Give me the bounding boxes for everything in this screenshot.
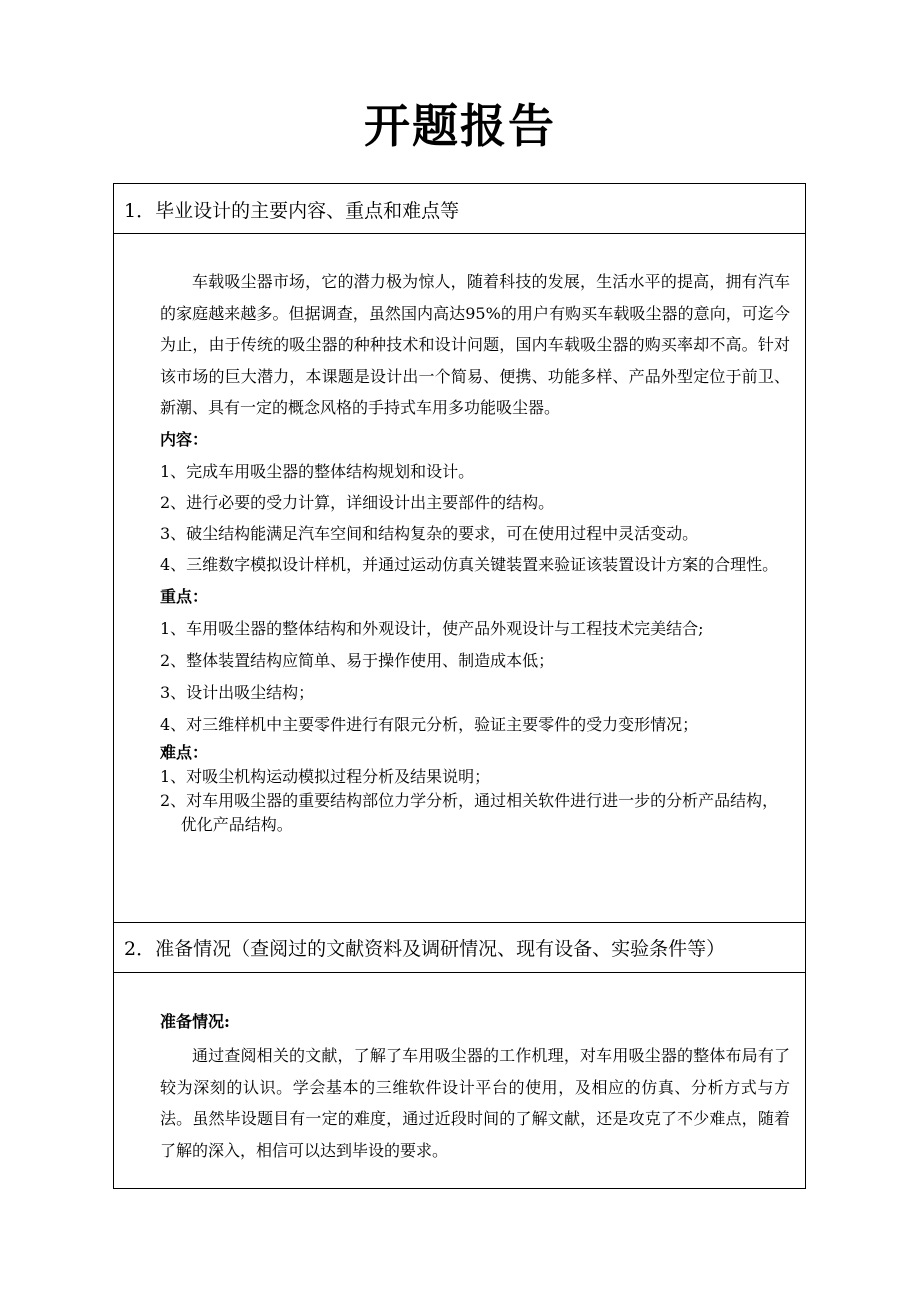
- difficulty-item-2: 2、对车用吸尘器的重要结构部位力学分析，通过相关软件进行进一步的分析产品结构，优化产品结构。: [160, 790, 779, 834]
- content-label: 内容：: [160, 429, 209, 449]
- preparation-body: 通过查阅相关的文献，了解了车用吸尘器的工作机理，对车用吸尘器的整体布局有了较为深刻的认识。学会基本的三维软件设计平台的使用，及相应的仿真、分析方式与方法。虽然毕设题目有一定的难度，通过近段时间的了解文献，还是攻克了不少难点，随着了解的深入，相信可以达到毕设的要求。: [160, 1046, 790, 1160]
- section2-content: [160, 1010, 790, 1166]
- section2-header: 2．准备情况（查阅过的文献资料及调研情况、现有设备、实验条件等）: [124, 938, 726, 960]
- section2-header-divider: [114, 972, 805, 973]
- key-item-2: 2、整体装置结构应简单、易于操作使用、制造成本低；: [160, 650, 555, 670]
- preparation-label: 准备情况:: [160, 1012, 230, 1031]
- content-item-1: 1、完成车用吸尘器的整体结构规划和设计。: [160, 461, 475, 481]
- difficulty-item-1: 1、对吸尘机构运动模拟过程分析及结果说明；: [160, 766, 491, 786]
- key-points-label: 重点：: [160, 586, 209, 606]
- content-item-2: 2、进行必要的受力计算，详细设计出主要部件的结构。: [160, 492, 555, 512]
- key-item-4: 4、对三维样机中主要零件进行有限元分析，验证主要零件的受力变形情况；: [160, 714, 699, 734]
- section1-intro: 车载吸尘器市场，它的潜力极为惊人，随着科技的发展，生活水平的提高，拥有汽车的家庭越来越多。但据调查，虽然国内高达95%的用户有购买车载吸尘器的意向，可迄今为止，由于传统的吸尘器的种种技术和设计问题，国内车载吸尘器的购买率却不高。针对该市场的巨大潜力，本课题是设计出一个简易、便携、功能多样、产品外型定位于前卫、新潮、具有一定的概念风格的手持式车用多功能吸尘器。: [160, 272, 790, 417]
- key-item-1: 1、车用吸尘器的整体结构和外观设计，使产品外观设计与工程技术完美结合;: [160, 618, 704, 638]
- content-item-3: 3、破尘结构能满足汽车空间和结构复杂的要求，可在使用过程中灵活变动。: [160, 523, 699, 543]
- section1-header-divider: [114, 233, 805, 234]
- section1-bottom-divider: [114, 922, 805, 923]
- document-title: 开题报告: [364, 99, 556, 153]
- report-table: [113, 183, 806, 1189]
- content-item-4: 4、三维数字模拟设计样机，并通过运动仿真关键装置来验证该装置设计方案的合理性。: [160, 554, 779, 574]
- section1-content: [160, 266, 790, 837]
- section1-header: 1．毕业设计的主要内容、重点和难点等: [124, 200, 460, 222]
- key-item-3: 3、设计出吸尘结构；: [160, 682, 315, 702]
- difficulty-label: 难点：: [160, 742, 209, 762]
